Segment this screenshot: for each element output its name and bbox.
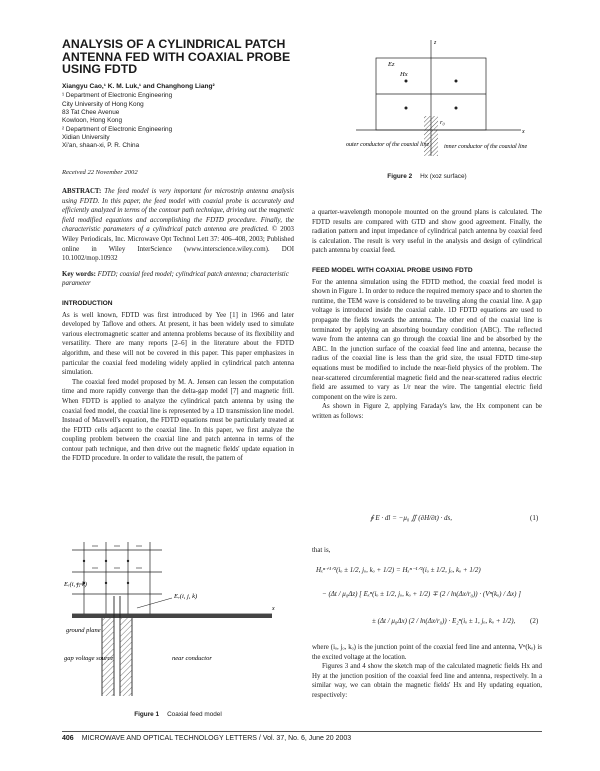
page-number: 406: [62, 735, 74, 742]
intro-continued-paragraph: a quarter-wavelength monopole mounted on the ground plans is calculated. The FDTD results are compared with GTD and show good agreement. Finally, the radiation pattern and input impedance of cylindrical patch antenna by coaxial feed is calculation. The result is very useful in the analysis and design of cylindrical patch antenna by coaxial feed.: [312, 209, 542, 255]
affiliation-line: ¹ Department of Electronic Engineering: [62, 92, 173, 100]
right-column-top: [312, 208, 542, 421]
feed-model-paragraph-1: For the antenna simulation using the FDTD method, the coaxial feed model is shown in Figure 1. In order to reduce the required memory space and to shorten the runtime, the TEM wave is considered to be traveling along the coaxial line. A gap voltage is introduced inside the coaxial cable. 1D FDTD equations are used to propagate the fields towards the antenna. The other end of the coaxial line is terminated by applying an absorbing boundary condition (ABC). The reflected wave from the antenna can go through the coaxial line and be absorbed by the ABC. In the junction surface of the coaxial feed line and antenna, because the radius of the coaxial line is less than the grid size, the usual FDTD time-step equations must be modified to include the near-field physics of the problem. The near-scattered circumferential magnetic field and the near-scattered radius electric field are assumed to vary as 1/r near the wire. The tangential electric field component on the wire is zero.: [312, 278, 543, 401]
fig1-near-label: near conductor: [172, 655, 212, 662]
affiliations: [62, 92, 294, 150]
abstract-text: The feed model is very important for microstrip antenna analysis using FDTD. In this paper, the feed model with coaxial probe is accurately and efficiently analyzed in terms of the contour path technique, driving out the magnetic field modified equations and accomplishing the FDTD procedure. Finally, the characteristic parameters of a cylindrical patch antenna are predicted.: [62, 188, 294, 234]
abstract-citation: © 2003 Wiley Periodicals, Inc. Microwave Opt Technol Lett 37: 406–408, 2003; Published online in Wiley InterScience (www.interscience.wiley.com). DOI 10.1002/mop.10932: [62, 226, 294, 263]
authors: Xiangyu Cao,¹ K. M. Luk,¹ and Changhong Liang²: [62, 82, 215, 90]
fig2-inner-label: inner conductor of the coaxial line: [444, 144, 528, 150]
that-is: [312, 546, 542, 556]
equation-1-number: (1): [530, 514, 539, 522]
figure-1-diagram: [62, 536, 294, 706]
fig2-x-label: x: [522, 129, 525, 135]
equation-2-line-2: − (Δt / μ₀Δz) [ Eₓⁿ(iₒ ± 1/2, jₒ, kₒ + 1/2) ∓ (2 / ln(Δx/r₀)) · (Vⁿ(kₒ) / Δx) ]: [322, 590, 521, 598]
where-paragraph: where (iₒ, jₒ, kₒ) is the junction point of the coaxial feed line and antenna, Vⁿ(kₒ) is the excited voltage at the location.: [312, 644, 542, 661]
equation-2-line-1: Hₓⁿ⁺¹ᐟ²(iₒ ± 1/2, jₒ, kₒ + 1/2) = Hₓⁿ⁻¹ᐟ²(iₒ ± 1/2, jₒ, kₒ + 1/2): [316, 566, 481, 574]
affiliation-line: City University of Hong Kong: [62, 100, 144, 108]
affiliation-line: Xi'an, shaan-xi, P. R. China: [62, 142, 140, 150]
footer: [62, 735, 351, 742]
fig2-ez-label: Ez: [388, 61, 395, 68]
figure-1-caption-text: Coaxial feed model: [167, 711, 222, 718]
fig1-x-axis: x: [272, 606, 275, 612]
footer-rule: [62, 731, 542, 732]
equation-2-number: (2): [530, 617, 539, 625]
fig1-ez-label: Eᵣ(i, j, k): [64, 581, 87, 588]
affiliation-line: Kowloon, Hong Kong: [62, 117, 123, 125]
figure-2-caption: [312, 173, 542, 180]
article-title: ANALYSIS OF A CYLINDRICAL PATCH ANTENNA FED WITH COAXIAL PROBE USING FDTD: [62, 37, 291, 77]
that-is-text: that is,: [312, 547, 331, 554]
figures-paragraph: Figures 3 and 4 show the sketch map of the calculated magnetic fields Hx and Hy at the junction position of the coaxial feed line and antenna, respectively. In a similar way, we can obtain the magnetic fields' Hx and Hy updating equation, respectively:: [312, 663, 542, 699]
left-column: [62, 38, 294, 464]
intro-paragraph-1: As is well known, FDTD was first introduced by Yee [1] in 1966 and later developed by Taflove and others. At present, it has been widely used to simulate various electromagnetic scatter and antenna problems because of its flexibility and versatility. There are many reports [2–6] in the literature about the FDTD algorithm, and these will not be covered in this paper. This paper emphasizes in particular the coaxial feed modeling widely applied in cylindrical patch antenna simulation.: [62, 311, 294, 377]
figure-2-diagram: [336, 36, 532, 168]
journal-name: MICROWAVE AND OPTICAL TECHNOLOGY LETTERS / Vol. 37, No. 6, June 20 2003: [81, 735, 352, 742]
feed-model-heading: FEED MODEL WITH COAXIAL PROBE USING FDTD: [312, 266, 473, 274]
affiliation-line: Xidian University: [62, 133, 110, 141]
received-date: Received 22 November 2002: [62, 169, 138, 177]
right-column-bottom: [312, 643, 542, 701]
equation-2-line-3: ± (Δt / μ₀Δx) (2 / ln(Δx/r₀)) · E₂ⁿ(iₒ ± 1, jₒ, kₒ + 1/2),: [372, 617, 516, 625]
fig2-z-label: z: [434, 40, 437, 46]
fig2-r0-label: r₀: [440, 119, 445, 126]
intro-paragraph-2: The coaxial feed model proposed by M. A. Jensen can lessen the computation time and more rapidly converge than the delta-gap model [7] and magnetic frill. When FDTD is applied to analyze the cylindrical patch antenna by using the coaxial feed model, the coaxial line is represented by a 1D transmission line model. Instead of Maxwell's equation, the FDTD equations must be particularly treated at the FDTD cells adjacent to the coaxial line. In this paper, we first analyze the coupling problem between the coaxial line and patch antenna in terms of the contour path technique, and then drive out the magnetic fields' update equation in the FDTD procedure. In order to validate the result, the pattern of: [62, 378, 294, 463]
fig1-ground-label: ground plane: [66, 627, 101, 634]
keywords: [62, 270, 294, 289]
figure-2-label: Figure 2: [387, 173, 413, 180]
intro-heading: INTRODUCTION: [62, 299, 113, 307]
abstract: [62, 187, 294, 264]
affiliation-line: 83 Tat Chee Avenue: [62, 108, 120, 116]
fig1-gap-label: gap voltage source: [64, 655, 114, 662]
keywords-text: FDTD; coaxial feed model; cylindrical patch antenna; characteristic parameter: [62, 270, 289, 288]
feed-model-paragraph-2: As shown in Figure 2, applying Faraday's law, the Hx component can be written as follows:: [312, 403, 542, 420]
figure-1-label: Figure 1: [134, 711, 160, 718]
abstract-label: ABSTRACT:: [62, 188, 102, 196]
fig1-ev-label: Eᵥ(i, j, k): [174, 593, 198, 600]
equation-1: ∮ E · dl = −μ₀ ∬ (∂H/∂t) · ds,: [370, 514, 453, 522]
fig2-hx-label: Hx: [400, 71, 408, 78]
fig2-outer-label: outer conductor of the coaxial line: [346, 142, 430, 148]
figure-2-caption-text: Hx (xoz surface): [420, 173, 467, 180]
affiliation-line: ² Department of Electronic Engineering: [62, 125, 173, 133]
figure-1-caption: [62, 711, 294, 718]
keywords-label: Key words:: [62, 270, 96, 278]
